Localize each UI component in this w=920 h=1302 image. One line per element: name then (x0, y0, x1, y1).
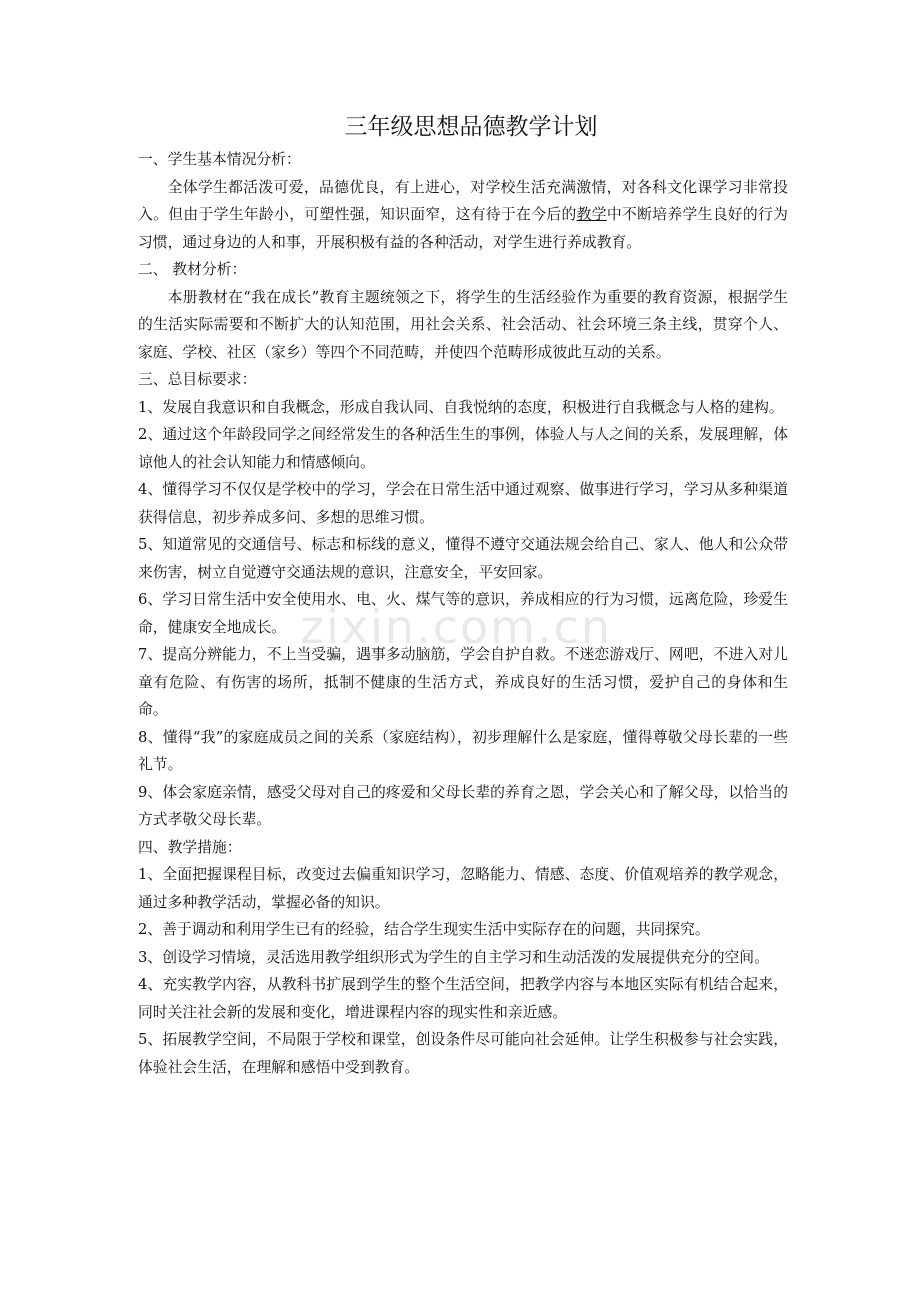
paragraph-text: 全体学生都活泼可爱，品德优良，有上进心，对学校生活充满激情，对各科文化课学习非常投入。但由于学生年龄小，可塑性强，知识面窄，这有待于在今后的 (138, 178, 788, 223)
document-title: 三年级思想品德教学计划 (344, 114, 598, 140)
section-heading: 一、学生基本情况分析： (138, 151, 301, 168)
list-item: 5、拓展教学空间，不局限于学校和课堂，创设条件尽可能向社会延伸。让学生积极参与社会实践，体验社会生活，在理解和感悟中受到教育。 (138, 1031, 788, 1076)
list-item: 4、懂得学习不仅仅是学校中的学习，学会在日常生活中通过观察、做事进行学习，学习从多种渠道获得信息，初步养成多问、多想的思维习惯。 (138, 481, 788, 526)
list-item: 2、善于调动和利用学生已有的经验，结合学生现实生活中实际存在的问题，共同探究。 (138, 921, 710, 938)
section-heading: 二、 教材分析： (138, 261, 247, 278)
list-item: 1、全面把握课程目标，改变过去偏重知识学习，忽略能力、情感、态度、价值观培养的教学观念，通过多种教学活动，掌握必备的知识。 (138, 866, 788, 911)
list-item: 2、通过这个年龄段同学之间经常发生的各种活生生的事例，体验人与人之间的关系，发展理解，体谅他人的社会认知能力和情感倾向。 (138, 426, 788, 471)
section-heading: 三、总目标要求： (138, 371, 257, 388)
list-item: 3、创设学习情境，灵活选用教学组织形式为学生的自主学习和生动活泼的发展提供充分的空间。 (138, 948, 769, 966)
paragraph (138, 174, 788, 257)
section-heading: 四、教学措施： (138, 838, 242, 856)
list-item: 9、体会家庭亲情，感受父母对自己的疼爱和父母长辈的养育之恩，学会关心和了解父母，以恰当的方式孝敬父母长辈。 (138, 783, 788, 828)
paragraph: 本册教材在“我在成长”教育主题统领之下，将学生的生活经验作为重要的教育资源，根据学生的生活实际需要和不断扩大的认知范围，用社会关系、社会活动、社会环境三条主线，贯穿个人、家庭、学校、社区（家乡）等四个不同范畴，并使四个范畴形成彼此互动的关系。 (138, 288, 788, 361)
underlined-link[interactable]: 教学 (576, 206, 607, 223)
watermark: zixin.com.cn (300, 600, 613, 654)
list-item: 5、知道常见的交通信号、标志和标线的意义，懂得不遵守交通法规会给自己、家人、他人和公众带来伤害，树立自觉遵守交通法规的意识，注意安全，平安回家。 (138, 536, 788, 581)
list-item: 8、懂得“我”的家庭成员之间的关系（家庭结构），初步理解什么是家庭，懂得尊敬父母长辈的一些礼节。 (138, 728, 788, 773)
list-item: 6、学习日常生活中安全使用水、电、火、煤气等的意识，养成相应的行为习惯，远离危险，珍爱生命，健康安全地成长。 (138, 591, 788, 636)
list-item: 1、发展自我意识和自我概念，形成自我认同、自我悦纳的态度，积极进行自我概念与人格的建构。 (138, 398, 784, 416)
document-body (138, 112, 788, 1081)
list-item: 7、提高分辨能力，不上当受骗，遇事多动脑筋，学会自护自救。不迷恋游戏厅、网吧，不进入对儿童有危险、有伤害的场所，抵制不健康的生活方式，养成良好的生活习惯，爱护自己的身体和生命。 (138, 646, 788, 718)
list-item: 4、充实教学内容，从教科书扩展到学生的整个生活空间，把教学内容与本地区实际有机结合起来，同时关注社会新的发展和变化，增进课程内容的现实性和亲近感。 (138, 976, 788, 1021)
paragraph-text: 中不断培养学生良好的行为习惯，通过身边的人和事，开展积极有益的各种活动，对学生进行养成教育。 (138, 206, 788, 251)
